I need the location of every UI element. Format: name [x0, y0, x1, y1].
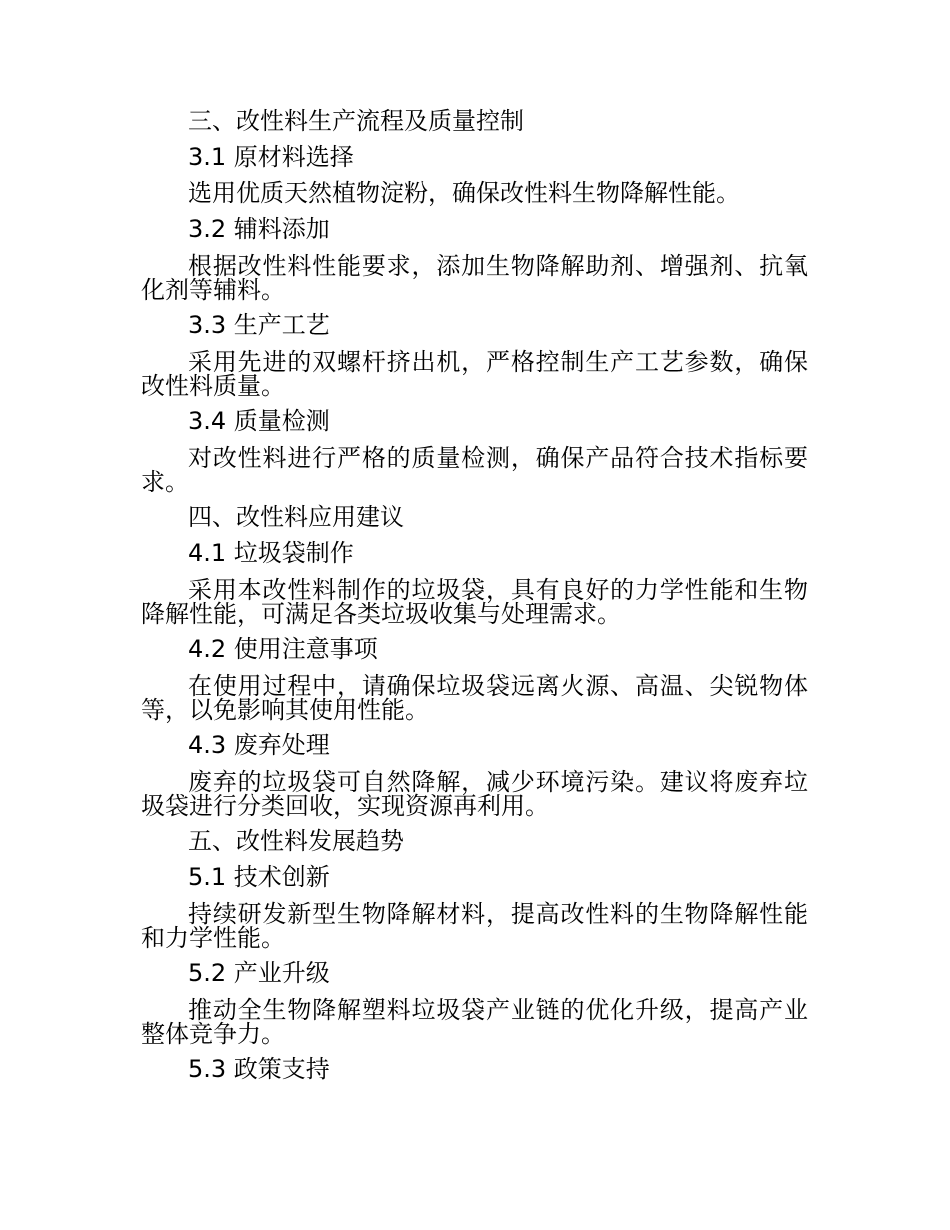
section-heading-3: 三、改性料生产流程及质量控制 [188, 107, 524, 135]
document-body [141, 103, 808, 1087]
section-heading-5: 五、改性料发展趋势 [188, 827, 404, 855]
paragraph-3-4: 对改性料进行严格的质量检测，确保产品符合技术指标要求。 [141, 444, 808, 496]
subsection-heading-4-3: 4.3 废弃处理 [188, 731, 330, 759]
paragraph-3-3: 采用先进的双螺杆挤出机，严格控制生产工艺参数，确保改性料质量。 [141, 348, 808, 400]
subsection-heading-3-1: 3.1 原材料选择 [188, 143, 354, 171]
subsection-heading-5-1: 5.1 技术创新 [188, 863, 330, 891]
subsection-heading-3-4: 3.4 质量检测 [188, 407, 330, 435]
subsection-heading-3-2: 3.2 辅料添加 [188, 215, 330, 243]
paragraph-4-1: 采用本改性料制作的垃圾袋，具有良好的力学性能和生物降解性能，可满足各类垃圾收集与处理需求。 [141, 576, 808, 628]
subsection-heading-5-3: 5.3 政策支持 [188, 1055, 330, 1083]
paragraph-3-1: 选用优质天然植物淀粉，确保改性料生物降解性能。 [188, 179, 740, 207]
paragraph-5-1: 持续研发新型生物降解材料，提高改性料的生物降解性能和力学性能。 [141, 900, 808, 952]
subsection-heading-5-2: 5.2 产业升级 [188, 959, 330, 987]
subsection-heading-4-2: 4.2 使用注意事项 [188, 635, 378, 663]
subsection-heading-4-1: 4.1 垃圾袋制作 [188, 539, 354, 567]
paragraph-4-2: 在使用过程中，请确保垃圾袋远离火源、高温、尖锐物体等，以免影响其使用性能。 [141, 672, 808, 724]
paragraph-5-2: 推动全生物降解塑料垃圾袋产业链的优化升级，提高产业整体竞争力。 [141, 996, 808, 1048]
section-heading-4: 四、改性料应用建议 [188, 503, 404, 531]
subsection-heading-3-3: 3.3 生产工艺 [188, 311, 330, 339]
paragraph-4-3: 废弃的垃圾袋可自然降解，减少环境污染。建议将废弃垃圾袋进行分类回收，实现资源再利用。 [141, 768, 808, 820]
paragraph-3-2: 根据改性料性能要求，添加生物降解助剂、增强剂、抗氧化剂等辅料。 [141, 252, 808, 304]
